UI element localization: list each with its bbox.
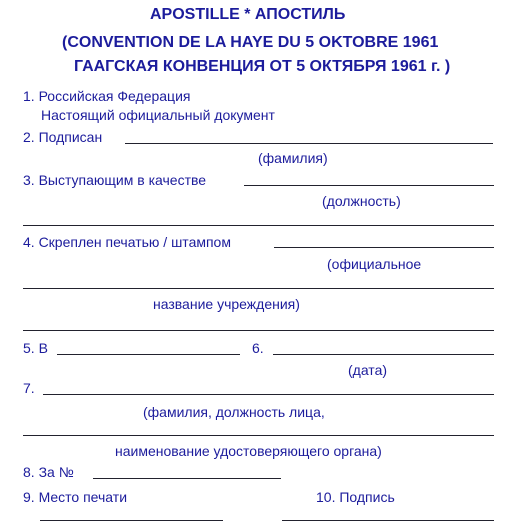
field-9-label: 9. Место печати bbox=[23, 489, 128, 505]
field-7-line-2 bbox=[23, 435, 494, 436]
field-7-hint-1: (фамилия, должность лица, bbox=[143, 404, 325, 420]
field-3-line bbox=[244, 185, 494, 186]
field-4-hint-2: название учреждения) bbox=[153, 296, 300, 312]
field-1-document: Настоящий официальный документ bbox=[41, 107, 275, 123]
field-9-line bbox=[40, 520, 223, 521]
field-6-hint: (дата) bbox=[348, 362, 388, 378]
field-6-label: 6. bbox=[252, 340, 264, 356]
field-10-line bbox=[282, 520, 494, 521]
field-10-label: 10. Подпись bbox=[316, 489, 395, 505]
field-8-line bbox=[93, 478, 281, 479]
field-8-label: 8. За № bbox=[23, 464, 74, 480]
field-4-line-3 bbox=[23, 330, 494, 331]
field-7-hint-2: наименование удостоверяющего органа) bbox=[115, 443, 382, 459]
field-5-label: 5. В bbox=[23, 340, 48, 356]
field-6-line bbox=[273, 354, 494, 355]
field-5-line bbox=[57, 354, 240, 355]
field-1-country: 1. Российская Федерация bbox=[23, 88, 191, 104]
field-3-label: 3. Выступающим в качестве bbox=[23, 172, 207, 188]
field-4-hint-1: (официальное bbox=[327, 256, 422, 272]
field-7-label: 7. bbox=[23, 380, 35, 396]
form-title: APOSTILLE * АПОСТИЛЬ bbox=[150, 6, 346, 23]
field-2-line bbox=[125, 143, 493, 144]
field-7-line bbox=[43, 394, 494, 395]
field-2-hint: (фамилия) bbox=[258, 150, 328, 166]
field-4-line-2 bbox=[23, 288, 494, 289]
field-4-label: 4. Скреплен печатью / штампом bbox=[23, 234, 231, 250]
field-3-line-2 bbox=[23, 225, 494, 226]
field-2-label: 2. Подписан bbox=[23, 129, 103, 145]
field-3-hint: (должность) bbox=[322, 193, 401, 209]
field-4-line bbox=[274, 247, 494, 248]
convention-line-ru: ГААГСКАЯ КОНВЕНЦИЯ ОТ 5 ОКТЯБРЯ 1961 г. ) bbox=[74, 58, 451, 75]
convention-line-fr: (CONVENTION DE LA HAYE DU 5 OKTOBRE 1961 bbox=[62, 34, 439, 51]
